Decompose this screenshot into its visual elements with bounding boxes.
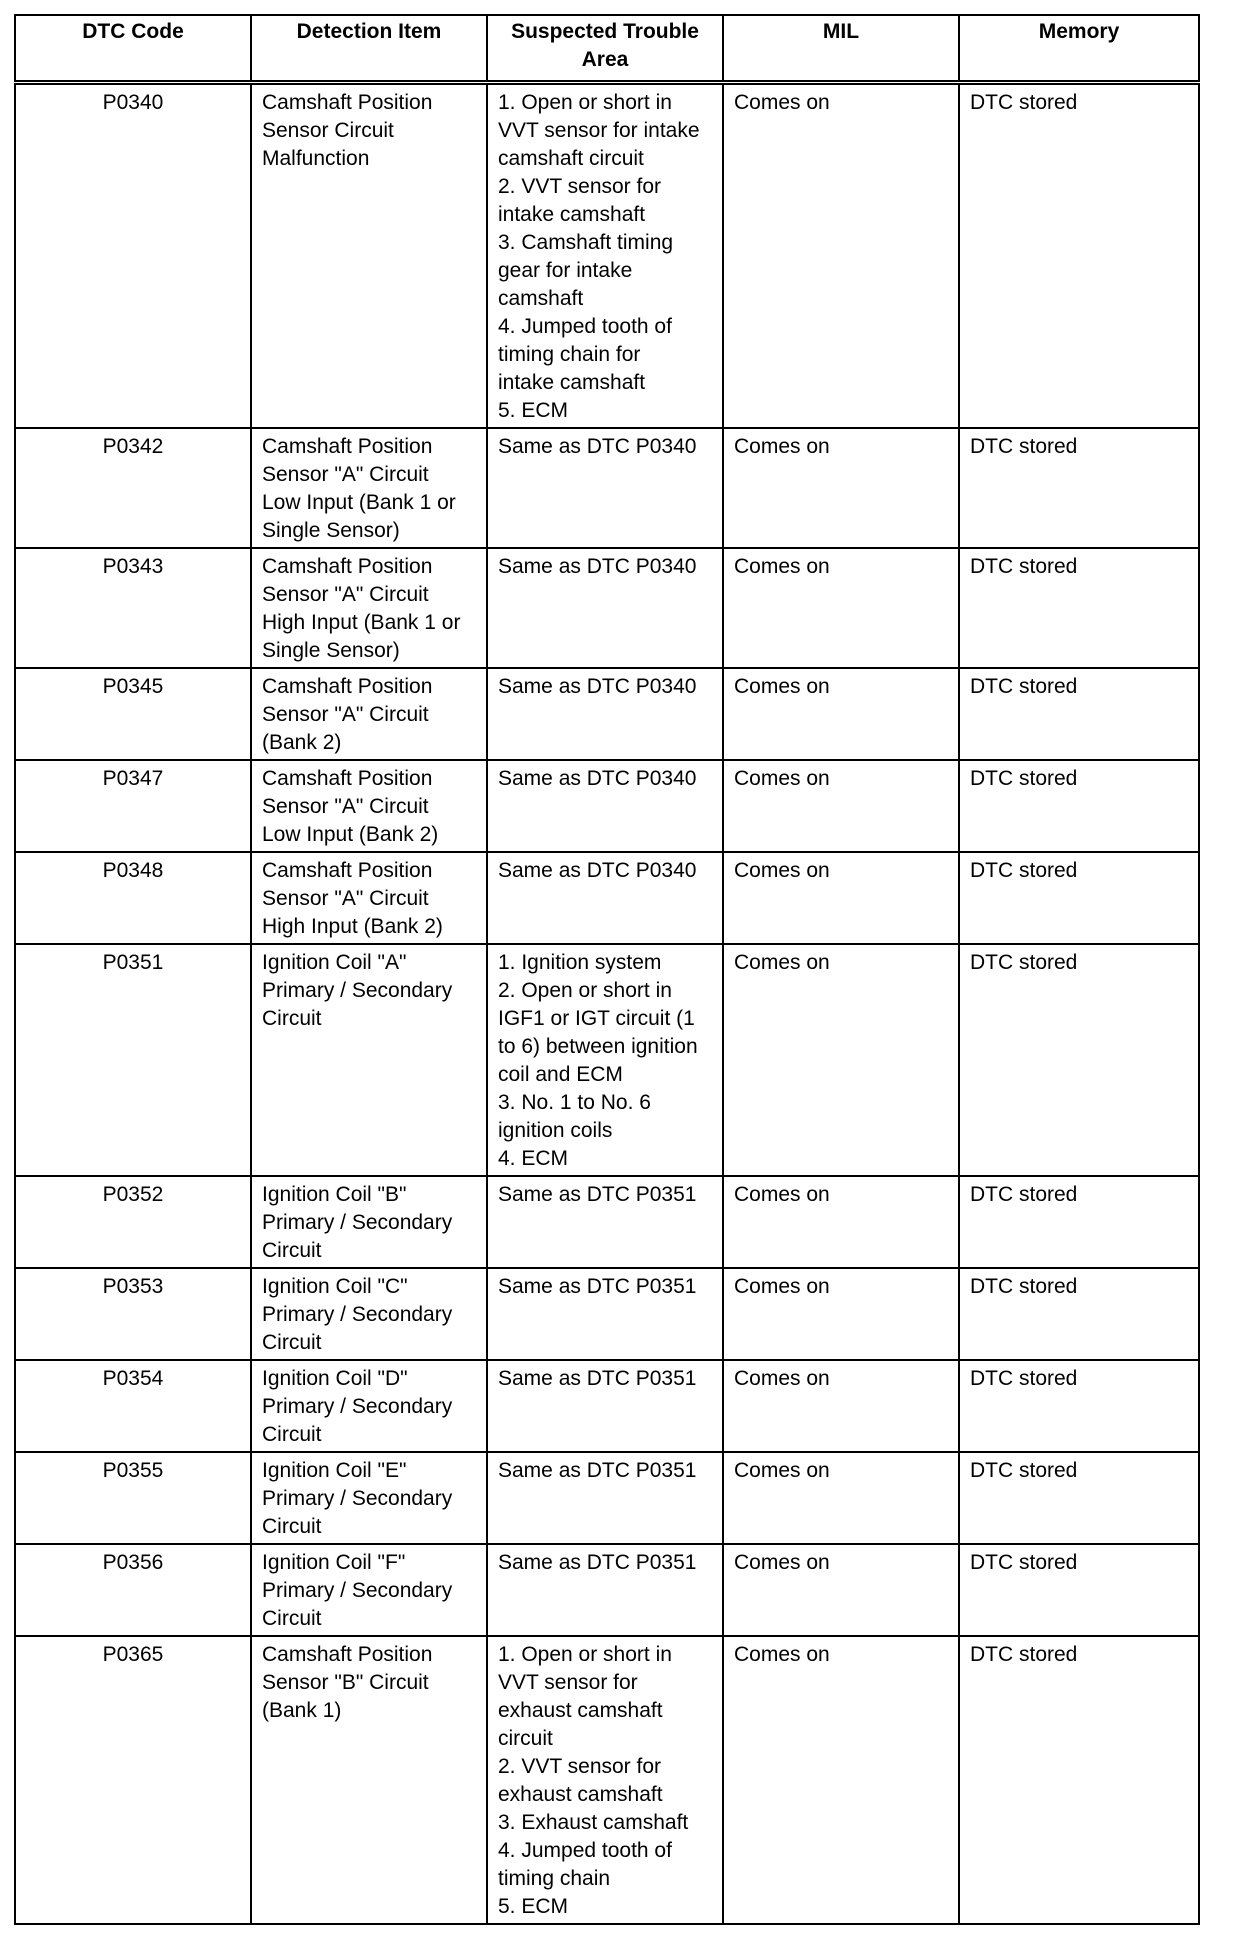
dtc-code-cell: P0347: [15, 760, 251, 852]
trouble-area-cell: Same as DTC P0351: [487, 1268, 723, 1360]
memory-cell: DTC stored: [959, 1360, 1199, 1452]
memory-cell: DTC stored: [959, 760, 1199, 852]
table-header-row: [15, 15, 1199, 83]
detection-item-cell: Camshaft Position Sensor "A" Circuit Low Input (Bank 1 or Single Sensor): [251, 428, 487, 548]
trouble-area-cell: Same as DTC P0340: [487, 760, 723, 852]
table-row: [15, 1268, 1199, 1360]
detection-item-cell: Camshaft Position Sensor Circuit Malfunction: [251, 83, 487, 429]
trouble-area-cell: Same as DTC P0340: [487, 428, 723, 548]
memory-cell: DTC stored: [959, 1452, 1199, 1544]
table-row: [15, 1360, 1199, 1452]
memory-cell: DTC stored: [959, 852, 1199, 944]
mil-cell: Comes on: [723, 548, 959, 668]
table-row: [15, 668, 1199, 760]
mil-cell: Comes on: [723, 1176, 959, 1268]
memory-cell: DTC stored: [959, 1268, 1199, 1360]
detection-item-cell: Camshaft Position Sensor "A" Circuit (Bank 2): [251, 668, 487, 760]
trouble-area-cell: Same as DTC P0351: [487, 1176, 723, 1268]
mil-cell: Comes on: [723, 668, 959, 760]
table-row: [15, 1544, 1199, 1636]
trouble-area-cell: 1. Ignition system 2. Open or short in IGF1 or IGT circuit (1 to 6) between ignition coil and ECM 3. No. 1 to No. 6 ignition coils 4. ECM: [487, 944, 723, 1176]
memory-cell: DTC stored: [959, 1636, 1199, 1924]
table-row: [15, 760, 1199, 852]
mil-cell: Comes on: [723, 428, 959, 548]
header-detection-item: Detection Item: [251, 15, 487, 83]
mil-cell: Comes on: [723, 83, 959, 429]
mil-cell: Comes on: [723, 1452, 959, 1544]
dtc-document: [14, 14, 1198, 1925]
dtc-code-cell: P0365: [15, 1636, 251, 1924]
detection-item-cell: Camshaft Position Sensor "A" Circuit High Input (Bank 2): [251, 852, 487, 944]
memory-cell: DTC stored: [959, 548, 1199, 668]
memory-cell: DTC stored: [959, 428, 1199, 548]
trouble-area-cell: Same as DTC P0340: [487, 852, 723, 944]
table-row: [15, 548, 1199, 668]
mil-cell: Comes on: [723, 760, 959, 852]
trouble-area-cell: Same as DTC P0351: [487, 1360, 723, 1452]
mil-cell: Comes on: [723, 1268, 959, 1360]
dtc-code-cell: P0352: [15, 1176, 251, 1268]
memory-cell: DTC stored: [959, 83, 1199, 429]
trouble-area-cell: 1. Open or short in VVT sensor for exhaust camshaft circuit 2. VVT sensor for exhaust camshaft 3. Exhaust camshaft 4. Jumped tooth of timing chain 5. ECM: [487, 1636, 723, 1924]
header-memory: Memory: [959, 15, 1199, 83]
dtc-code-cell: P0340: [15, 83, 251, 429]
dtc-code-cell: P0348: [15, 852, 251, 944]
table-row: [15, 428, 1199, 548]
mil-cell: Comes on: [723, 1544, 959, 1636]
detection-item-cell: Camshaft Position Sensor "A" Circuit Low Input (Bank 2): [251, 760, 487, 852]
detection-item-cell: Camshaft Position Sensor "A" Circuit High Input (Bank 1 or Single Sensor): [251, 548, 487, 668]
dtc-code-cell: P0343: [15, 548, 251, 668]
dtc-code-cell: P0342: [15, 428, 251, 548]
memory-cell: DTC stored: [959, 1176, 1199, 1268]
dtc-code-cell: P0353: [15, 1268, 251, 1360]
dtc-code-cell: P0356: [15, 1544, 251, 1636]
table-row: [15, 944, 1199, 1176]
detection-item-cell: Ignition Coil "B" Primary / Secondary Circuit: [251, 1176, 487, 1268]
mil-cell: Comes on: [723, 852, 959, 944]
detection-item-cell: Ignition Coil "E" Primary / Secondary Circuit: [251, 1452, 487, 1544]
table-row: [15, 1636, 1199, 1924]
header-suspected-trouble-area: Suspected Trouble Area: [487, 15, 723, 83]
table-row: [15, 852, 1199, 944]
detection-item-cell: Camshaft Position Sensor "B" Circuit (Bank 1): [251, 1636, 487, 1924]
detection-item-cell: Ignition Coil "A" Primary / Secondary Circuit: [251, 944, 487, 1176]
detection-item-cell: Ignition Coil "C" Primary / Secondary Circuit: [251, 1268, 487, 1360]
memory-cell: DTC stored: [959, 668, 1199, 760]
table-row: [15, 1452, 1199, 1544]
table-row: [15, 1176, 1199, 1268]
trouble-area-cell: Same as DTC P0351: [487, 1452, 723, 1544]
mil-cell: Comes on: [723, 1360, 959, 1452]
dtc-table: [14, 14, 1200, 1925]
dtc-code-cell: P0354: [15, 1360, 251, 1452]
trouble-area-cell: Same as DTC P0340: [487, 668, 723, 760]
trouble-area-cell: Same as DTC P0340: [487, 548, 723, 668]
detection-item-cell: Ignition Coil "D" Primary / Secondary Circuit: [251, 1360, 487, 1452]
dtc-code-cell: P0355: [15, 1452, 251, 1544]
dtc-code-cell: P0345: [15, 668, 251, 760]
mil-cell: Comes on: [723, 1636, 959, 1924]
table-row: [15, 83, 1199, 429]
memory-cell: DTC stored: [959, 944, 1199, 1176]
memory-cell: DTC stored: [959, 1544, 1199, 1636]
detection-item-cell: Ignition Coil "F" Primary / Secondary Circuit: [251, 1544, 487, 1636]
trouble-area-cell: 1. Open or short in VVT sensor for intake camshaft circuit 2. VVT sensor for intake camshaft 3. Camshaft timing gear for intake camshaft 4. Jumped tooth of timing chain for intake camshaft 5. ECM: [487, 83, 723, 429]
trouble-area-cell: Same as DTC P0351: [487, 1544, 723, 1636]
header-mil: MIL: [723, 15, 959, 83]
dtc-code-cell: P0351: [15, 944, 251, 1176]
mil-cell: Comes on: [723, 944, 959, 1176]
header-dtc-code: DTC Code: [15, 15, 251, 83]
